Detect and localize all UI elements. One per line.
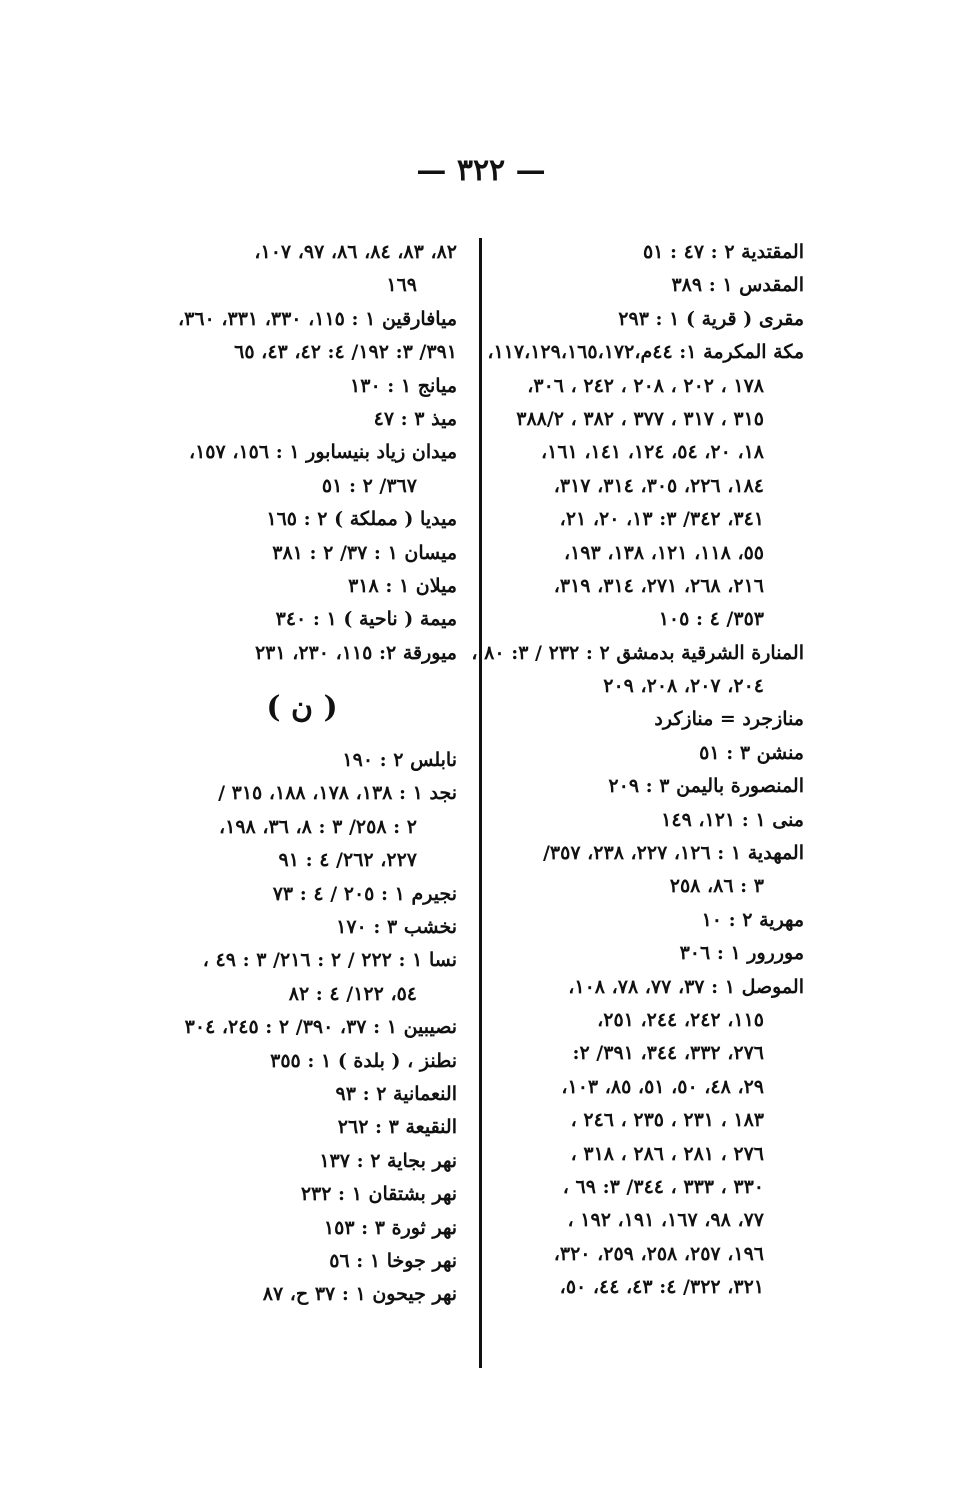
index-entry-continuation: ٣١٥ ، ٣١٧ ، ٣٧٧ ، ٣٨٢ ، ٣٨٨/٢ xyxy=(516,407,764,430)
index-entry-continuation: ١٧٨ ، ٢٠٢ ، ٢٠٨ ، ٢٤٢ ، ٣٠٦، xyxy=(527,374,764,397)
index-entry: المهدية ١ : ١٢٦، ٢٢٧، ٢٣٨، ٣٥٧/ xyxy=(542,842,804,865)
index-entries-meem xyxy=(147,236,457,670)
index-entry: ميانج ١ : ١٣٠ xyxy=(350,374,457,397)
page-number: — ٣٢٢ — xyxy=(416,153,546,188)
index-entry: ميورقة ٢: ١١٥، ٢٣٠، ٢٣١ xyxy=(254,641,457,664)
index-entry: مكة المكرمة ١: ٤٤م،١١٧،١٢٩،١٦٥،١٧٢، xyxy=(487,341,804,364)
index-entry-continuation: ١٦٩ xyxy=(386,274,417,297)
index-entry-continuation: ٣٤١، ٣٤٢/ ٣: ١٣، ٢٠، ٢١، xyxy=(559,508,764,531)
index-entry: ميافارقين ١ : ١١٥، ٣٣٠، ٣٣١، ٣٦٠، xyxy=(178,307,457,330)
index-entry: منازجرد = منازكرد xyxy=(654,708,804,731)
index-entry: نسا ١ : ٢٢٢ / ٢ : ٢١٦/ ٣ : ٤٩ ، xyxy=(202,949,457,972)
index-entry: نهر بشتقان ١ : ٢٣٢ xyxy=(300,1183,457,1206)
index-entry: ميديا ( مملكة ) ٢ : ١٦٥ xyxy=(266,508,457,531)
index-entry-continuation: ١٨٣ ، ٢٣١ ، ٢٣٥ ، ٢٤٦ ، xyxy=(570,1109,764,1132)
index-entry: مهرية ٢ : ١٠ xyxy=(701,908,804,931)
index-entry-continuation: ٣ : ٨٦، ٢٥٨ xyxy=(669,875,764,898)
column-divider xyxy=(479,238,482,1368)
index-column-left xyxy=(147,236,457,1312)
index-entry-continuation: ٢٠٤، ٢٠٧، ٢٠٨، ٢٠٩ xyxy=(603,675,764,698)
index-entry: ميلان ١ : ٣١٨ xyxy=(348,574,457,597)
index-entry: المقدس ١ : ٣٨٩ xyxy=(671,274,804,297)
index-entry: نصيبين ١ : ٣٧، ٣٩٠/ ٢ : ٢٤٥، ٣٠٤ xyxy=(184,1016,457,1039)
index-entry: المنصورة باليمن ٣ : ٢٠٩ xyxy=(608,775,804,798)
index-entry-continuation: ١٩٦، ٢٥٧، ٢٥٨، ٢٥٩، ٣٢٠، xyxy=(553,1242,764,1265)
index-entry-continuation: ٣٦٧/ ٢ : ٥١ xyxy=(321,474,417,497)
index-entry-continuation: ٢٧٦ ، ٢٨١ ، ٢٨٦ ، ٣١٨ ، xyxy=(570,1142,764,1165)
index-entry-continuation: ٢ : ٢٥٨/ ٣ : ٨، ٣٦، ١٩٨، xyxy=(218,815,417,838)
index-entry: نهر جوخا ١ : ٥٦ xyxy=(329,1249,457,1272)
index-entries-noon xyxy=(147,744,457,1312)
index-entry-continuation: ٢٧٦، ٣٣٢، ٣٤٤، ٣٩١/ ٢: xyxy=(572,1042,764,1065)
index-entry: موررور ١ : ٣٠٦ xyxy=(679,942,804,965)
index-entry: النقيعة ٣ : ٢٦٢ xyxy=(337,1116,457,1139)
index-entry: ميمة ( ناحية ) ١ : ٣٤٠ xyxy=(275,608,457,631)
index-entry-continuation: ٣٥٣/ ٤ : ١٠٥ xyxy=(658,608,764,631)
index-entry-continuation: ٥٥، ١١٨، ١٢١، ١٣٨، ١٩٣، xyxy=(563,541,764,564)
index-entry: ميدان زياد بنيسابور ١ : ١٥٦، ١٥٧، xyxy=(188,441,457,464)
index-entry-continuation: ٣٢١، ٣٢٢/ ٤: ٤٣، ٤٤، ٥٠، xyxy=(559,1276,764,1299)
index-entry: نجد ١ : ١٣٨، ١٧٨، ١٨٨، ٣١٥ / xyxy=(218,782,457,805)
index-entry: منشن ٣ : ٥١ xyxy=(699,741,804,764)
index-entry: الموصل ١ : ٣٧، ٧٧، ٧٨، ١٠٨، xyxy=(568,975,804,998)
index-entry: منى ١ : ١٢١، ١٤٩ xyxy=(661,808,804,831)
index-entry: النعمانية ٢ : ٩٣ xyxy=(335,1082,457,1105)
index-entry: نخشب ٣ : ١٧٠ xyxy=(336,916,457,939)
index-entry-continuation: ٣٣٠ ، ٣٣٣ ، ٣٤٤/ ٣: ٦٩ ، xyxy=(562,1175,764,1198)
section-heading-noon: ( ن ) xyxy=(266,690,338,726)
index-entry-continuation: ٥٤، ١٢٢/ ٤ : ٨٢ xyxy=(288,982,417,1005)
index-entry: نهر بجاية ٢ : ١٣٧ xyxy=(319,1149,457,1172)
index-entry: ميذ ٣ : ٤٧ xyxy=(373,407,457,430)
index-entry: نهر جيحون ١ : ٣٧ ح، ٨٧ xyxy=(262,1283,457,1306)
index-entry: نهر ثورة ٣ : ١٥٣ xyxy=(323,1216,457,1239)
index-entry: نجيرم ١ : ٢٠٥ / ٤ : ٧٣ xyxy=(272,882,457,905)
index-entry: ٨٢، ٨٣، ٨٤، ٨٦، ٩٧، ١٠٧، xyxy=(254,241,457,263)
index-entry: المنارة الشرقية بدمشق ٢ : ٢٣٢ / ٣: ٨٠ ، xyxy=(471,641,804,664)
index-entry-continuation: ١٨٤، ٢٢٦، ٣٠٥، ٣١٤، ٣١٧، xyxy=(553,474,764,497)
index-entry-continuation: ٧٧، ٩٨، ١٦٧، ١٩١، ١٩٢ ، xyxy=(567,1209,764,1232)
index-entry: ميسان ١ : ٣٧/ ٢ : ٣٨١ xyxy=(272,541,457,564)
index-entry: نابلس ٢ : ١٩٠ xyxy=(342,749,457,772)
index-entry-continuation: ٢١٦، ٢٦٨، ٢٧١، ٣١٤، ٣١٩، xyxy=(553,574,764,597)
index-entry-continuation: ٢٢٧، ٢٦٢/ ٤ : ٩١ xyxy=(278,849,417,872)
index-entry: مقرى ( قرية ) ١ : ٢٩٣ xyxy=(618,307,804,330)
index-entry-continuation: ١١٥، ٢٤٢، ٢٤٤، ٢٥١، xyxy=(597,1008,764,1031)
index-entry-continuation: ٢٩، ٤٨، ٥٠، ٥١، ٨٥، ١٠٣، xyxy=(561,1075,764,1098)
index-column-right xyxy=(471,236,804,1305)
index-entry: نطنز ، ( بلدة ) ١ : ٣٥٥ xyxy=(270,1049,457,1072)
index-entry: ٣٩١/ ٣: ١٩٢/ ٤: ٤٢، ٤٣، ٦٥ xyxy=(234,341,457,364)
index-entry-continuation: ١٨، ٢٠، ٥٤، ١٢٤، ١٤١، ١٦١، xyxy=(540,441,764,464)
index-entry: المقتدية ٢ : ٤٧ : ٥١ xyxy=(642,241,804,263)
